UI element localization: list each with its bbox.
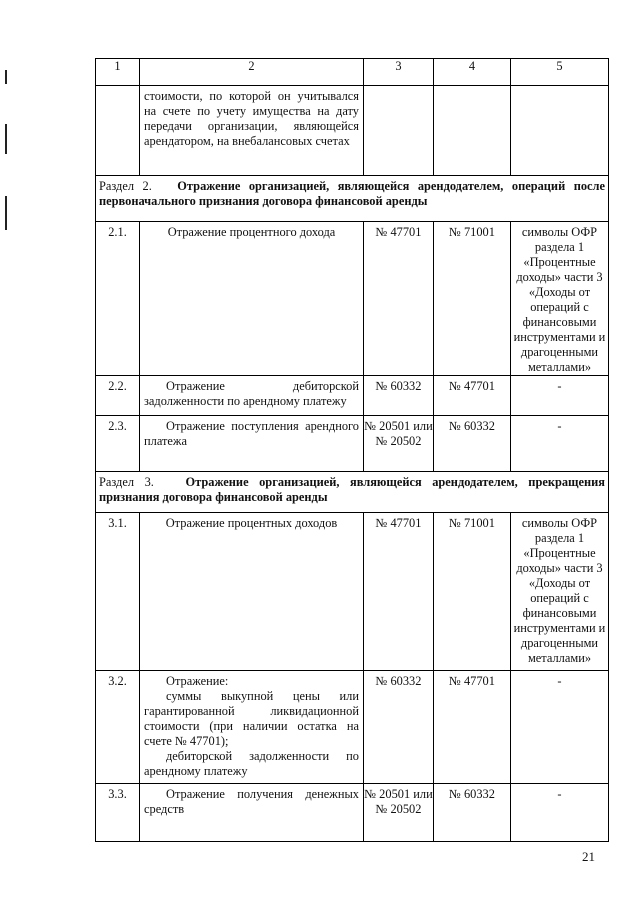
section-title: Отражение организацией, являющейся арендодателем, операций после первоначального признания договора финансовой аренды xyxy=(99,179,605,208)
row-description: Отражение получения денежных средств xyxy=(140,784,364,842)
desc-title: Отражение: xyxy=(166,674,229,688)
row-number: 2.3. xyxy=(96,416,140,472)
table-row xyxy=(96,784,609,842)
table-row xyxy=(96,222,609,376)
debit-account: № 20501 или № 20502 xyxy=(364,784,434,842)
row-description: Отражение процентного дохода xyxy=(140,222,364,376)
section-prefix: Раздел 3. xyxy=(99,475,154,489)
row-description xyxy=(140,671,364,784)
ofr-symbols: символы ОФР раздела 1 «Процентные доходы» части 3 «Доходы от операций с финансовыми инструментами и драгоценными металлами» xyxy=(511,513,609,671)
continuation-text: стоимости, по которой он учитывался на счете по учету имущества на дату передачи организации, являющейся арендатором, на внебалансовых счетах xyxy=(140,86,364,176)
debit-account: № 60332 xyxy=(364,671,434,784)
credit-account: № 60332 xyxy=(434,784,511,842)
ofr-symbols: - xyxy=(511,416,609,472)
table-row xyxy=(96,376,609,416)
row-number: 3.2. xyxy=(96,671,140,784)
row-description: Отражение процентных доходов xyxy=(140,513,364,671)
section-prefix: Раздел 2. xyxy=(99,179,152,193)
table-row xyxy=(96,416,609,472)
accounting-entries-table xyxy=(95,58,609,842)
credit-account: № 47701 xyxy=(434,671,511,784)
row-description: Отражение дебиторской задолженности по арендному платежу xyxy=(140,376,364,416)
credit-account: № 60332 xyxy=(434,416,511,472)
header-cell: 4 xyxy=(434,59,511,86)
ofr-symbols: - xyxy=(511,784,609,842)
scan-margin-mark xyxy=(5,196,7,230)
debit-account: № 47701 xyxy=(364,513,434,671)
credit-account: № 47701 xyxy=(434,376,511,416)
debit-account: № 20501 или № 20502 xyxy=(364,416,434,472)
row-number: 2.1. xyxy=(96,222,140,376)
row-description: Отражение поступления арендного платежа xyxy=(140,416,364,472)
header-cell: 2 xyxy=(140,59,364,86)
debit-account: № 47701 xyxy=(364,222,434,376)
scan-margin-mark xyxy=(5,70,7,84)
row-number: 2.2. xyxy=(96,376,140,416)
ofr-symbols: - xyxy=(511,671,609,784)
table-row xyxy=(96,513,609,671)
debit-account: № 60332 xyxy=(364,376,434,416)
header-cell: 5 xyxy=(511,59,609,86)
page-number: 21 xyxy=(582,849,595,864)
table-row xyxy=(96,671,609,784)
credit-account: № 71001 xyxy=(434,222,511,376)
ofr-symbols: символы ОФР раздела 1 «Процентные доходы» части 3 «Доходы от операций с финансовыми инструментами и драгоценными металлами» xyxy=(511,222,609,376)
table-row xyxy=(96,86,609,176)
row-number: 3.1. xyxy=(96,513,140,671)
row-number: 3.3. xyxy=(96,784,140,842)
credit-account: № 71001 xyxy=(434,513,511,671)
scan-margin-mark xyxy=(5,124,7,154)
header-cell: 3 xyxy=(364,59,434,86)
section-title: Отражение организацией, являющейся арендодателем, прекращения признания договора финансовой аренды xyxy=(99,475,606,504)
ofr-symbols: - xyxy=(511,376,609,416)
table-header-row xyxy=(96,59,609,86)
section-header xyxy=(96,176,609,222)
desc-paragraph: дебиторской задолженности по арендному платежу xyxy=(144,749,359,778)
desc-paragraph: суммы выкупной цены или гарантированной ликвидационной стоимости (при наличии остатка на счете № 47701); xyxy=(144,689,359,748)
section-header xyxy=(96,472,609,513)
header-cell: 1 xyxy=(96,59,140,86)
